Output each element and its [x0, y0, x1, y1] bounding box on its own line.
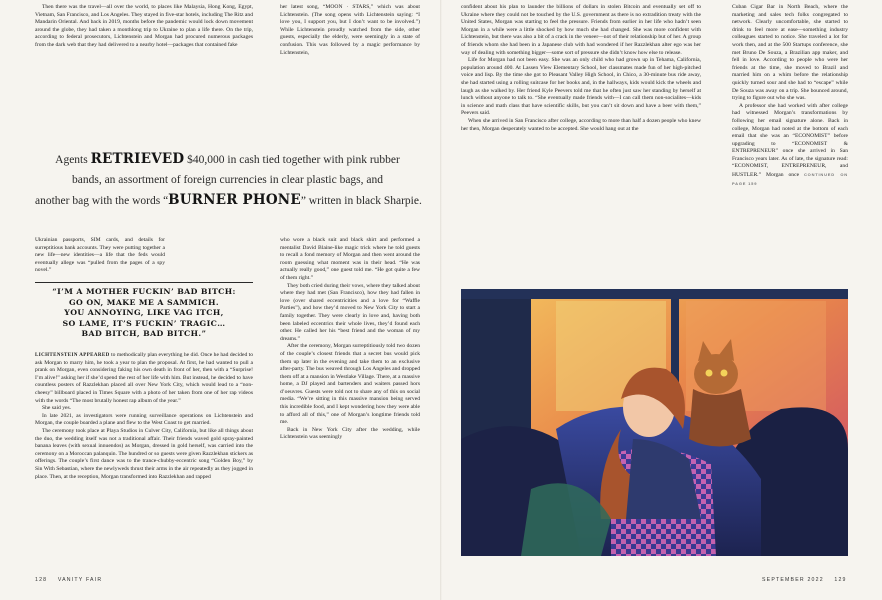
paragraph: Life for Morgan had not been easy. She was an only child who had grown up in Tehama, California, population around 400. At Lassen View Elementary School, her classmates made fun of her high-pitched voice and lisp. By the time she got to Pleasant Valley High School, in Chico, a 30-minute bus ride away, she had started using a rolling suitcase for her books and, in the hallways, kids would kick the wheels and laugh as she walked by. Her friend Kyle Peevers told me that he often just saw her standing by herself at lunch without anyone to talk to. “She eventually made friends with—I can call them non-socialites—kids in science and math class that have scientific skills, but you can’t sit down and have a beer with them,” Peevers said. — [461, 57, 701, 117]
left-body-column-2 — [280, 237, 420, 564]
paragraph: LICHTENSTEIN APPEARED to methodically plan everything he did. Once he had decided to ask Morgan to marry him, he took a year to plan the proposal. At first, he had wanted to pull a prank on Morgan, even considering faking his own death in front of her, then with a “Surprise! I’m alive!” asking her if she’d spend the rest of her life with him. But instead, he decided to have countless posters of Razzlekhan placed all over New York City, which would lead to a “non-cheesy” billboard placed in Times Square with a photo of her taken from one of her rap videos with the words “The most brutally honest rap album of the year.” — [35, 352, 253, 404]
right-column-3 — [461, 4, 701, 280]
paragraph: A professor she had worked with after college had witnessed Morgan’s transformations by following her email signature alone. Back in college, Morgan had noted at the bottom of each email that she was an “ECONOMIST” before upgrading to “ECONOMIST & ENTREPRENEUR” once she arrived in San Francisco years later. As of late, the signature read: “ECONOMIST, ENTREPRENEUR, and HUSTLER.” Morgan once CONTINUED ON PAGE 159 — [732, 102, 848, 186]
paragraph: After the ceremony, Morgan surreptitiously told two dozen of the couple’s closest friends that a secret bus would pick them up later in the evening and take them to an exclusive after-party. The bus weaved through Los Angeles and dropped them off at a mansion in Westlake Village. There, at a massive home, a DJ played and bartenders and waiters passed hors d’oeuvres. Guests were told not to share any of this on social media. “We’re sitting in this massive mansion being served this incredible food, and I kept wondering how they were able to afford all of this,” one of Morgan’s longtime friends told me. — [280, 343, 420, 426]
paragraph: confident about his plan to launder the billions of dollars in stolen Bitcoin and eventually set off to Ukraine where they could not be touched by the U.S. government as there is no extradition treaty with the United States, Morgan was starting to feel the pressure. Friends from earlier in her life who hadn’t seen Morgan in a while were a little shocked by how much she had changed. She was more confident with Lichtenstein, but there was also a bit of a crack in the veneer—not of their relationship but of her. A group of friends whom she had been in a Japanese club with had wondered if her Razzlekhan alter ego was her way of dealing with something bigger—some sort of pressure she didn’t know how else to release. — [461, 4, 701, 56]
paragraph: Cuban Cigar Bar in North Beach, where the marketing and sales tech folks congregated to network. Clearly uncomfortable, she started to drink to feel more at ease—something industry colleagues started to notice. She traveled a lot for work then, and at the 500 Startups conference, she met Bruno De Souza, a Brazilian app maker, and fell in love. According to people who were her friends at the time, she moved to Brazil and married him on a whim before the relationship quickly turned sour and she had to “escape” while De Souza was away on a trip. She bounced around, trying to figure out who she was. — [732, 4, 848, 102]
left-body-column-1-top — [35, 237, 165, 281]
pull-quote — [35, 149, 420, 211]
cat-body — [689, 389, 751, 447]
paragraph: In late 2021, as investigators were running surveillance operations on Lichtenstein and Morgan, the couple boarded a plane and flew to the West Coast to get married. — [35, 412, 253, 427]
lyric-line: BAD BITCH, BAD BITCH.” — [81, 329, 207, 339]
lyric-line: GO ON, MAKE ME A SAMMICH. — [68, 297, 220, 307]
lyric-line: SO LAME, IT’S FUCKIN’ TRAGIC… — [62, 318, 226, 328]
left-top-column-1 — [35, 4, 253, 116]
illustration — [461, 289, 848, 556]
folio-right: SEPTEMBER 2022 129 — [762, 577, 847, 583]
pull-quote-line-2: bands, an assortment of foreign currencies in clear plastic bags, and — [71, 174, 384, 186]
lyric-line: YOU ANNOYING, LIKE VAG ITCH, — [64, 308, 224, 318]
folio-left: 128 VANITY FAIR — [35, 577, 103, 583]
divider-rule — [35, 282, 253, 283]
illustration-svg — [461, 289, 848, 556]
paragraph: When she arrived in San Francisco after college, according to more than half a dozen people who knew her then, Morgan desperately wanted to be accepted. She would hang out at the — [461, 117, 701, 132]
left-body-column-1 — [35, 352, 253, 564]
pull-quote-line-3: another bag with the words “BURNER PHONE” written in black Sharpie. — [35, 192, 422, 208]
paragraph: Back in New York City after the wedding, while Lichtenstein was seemingly — [280, 426, 420, 441]
paragraph: The ceremony took place at Playa Studios in Culver City, California, but like all things about the duo, the wedding itself was not a traditional affair. Their friends waved gold spray-painted banana leaves (with sexual innuendos) as Morgan, dressed in gold herself, was carried into the ceremony on a Moroccan palanquin. The hundred or so guests were given Razzlekhan stickers as offerings. The couple’s first dance was to the trance-chubby-eccentric song “Golden Boy,” by Sin With Sebastian, where the newlyweds thrust their arms in the air repeatedly as they jogged in place. Then, at the reception, Morgan transformed into Razzlekhan and rapped — [35, 427, 253, 480]
cat-eye-left — [706, 370, 713, 377]
paragraph: Ukrainian passports, SIM cards, and details for surreptitious bank accounts. They were putting together a new life—new identities—a life that the feds would eventually allege was “pulled from the pages of a spy novel.” — [35, 237, 165, 274]
paragraph: her latest song, “MOON · STARS,” which was about Lichtenstein. (The song opens with Lichtenstein saying: “I love you, I support you, but I don’t want to be involved.”) While Lichtenstein proudly watched from the side, other guests, especially the elderly, were seemingly in a state of confusion. This was followed by a magic performance by Lichtenstein, — [280, 4, 420, 56]
continued-jump: CONTINUED ON PAGE 159 — [732, 172, 848, 186]
paragraph: Then there was the travel—all over the world, to places like Malaysia, Hong Kong, Egypt, Vietnam, San Francisco, and Los Angeles. They stayed in five-star hotels, including The Ritz and Mandarin Oriental. And back in 2019, months before the pandemic would lock down movement around the globe, they had taken a monthlong trip to Ukraine to plan a life there. On the trip, according to federal prosecutors, Lichtenstein and Morgan had procured numerous packages from the dark web that they had delivered to a nearby hotel—packages that contained fake — [35, 4, 253, 48]
window-top-frame — [461, 289, 848, 299]
paragraph: who wore a black suit and black shirt and performed a mentalist David Blaine-like magic trick where he told guests to recall a fond memory of Morgan and then went around the room guessing what moment was in their head. “He was actually really good,” one guest told me. “He got quite a few of them right.” — [280, 237, 420, 281]
lyric-line: “I’M A MOTHER FUCKIN’ BAD BITCH: — [52, 287, 236, 296]
paragraph: They both cried during their vows, where they talked about where they had met (San Francisco), how they had fallen in love (over shared eccentricities and a love for “Waffle Parties”), and how they’d moved to New York City to start a family together. They were clearly in love and, having both been labeled eccentrics their whole lives, they’d found each other. He called her his “best friend and the woman of my dreams.” — [280, 282, 420, 342]
lead-in: LICHTENSTEIN APPEARED — [35, 353, 110, 358]
cat-eye-right — [721, 370, 728, 377]
right-column-4 — [732, 4, 848, 280]
page-fold — [440, 0, 442, 600]
paragraph: She said yes. — [42, 405, 72, 412]
left-top-column-2 — [280, 4, 420, 116]
pull-quote-line-1: Agents RETRIEVED $40,000 in cash tied together with pink rubber — [55, 151, 400, 167]
lyric-quote — [35, 287, 253, 340]
